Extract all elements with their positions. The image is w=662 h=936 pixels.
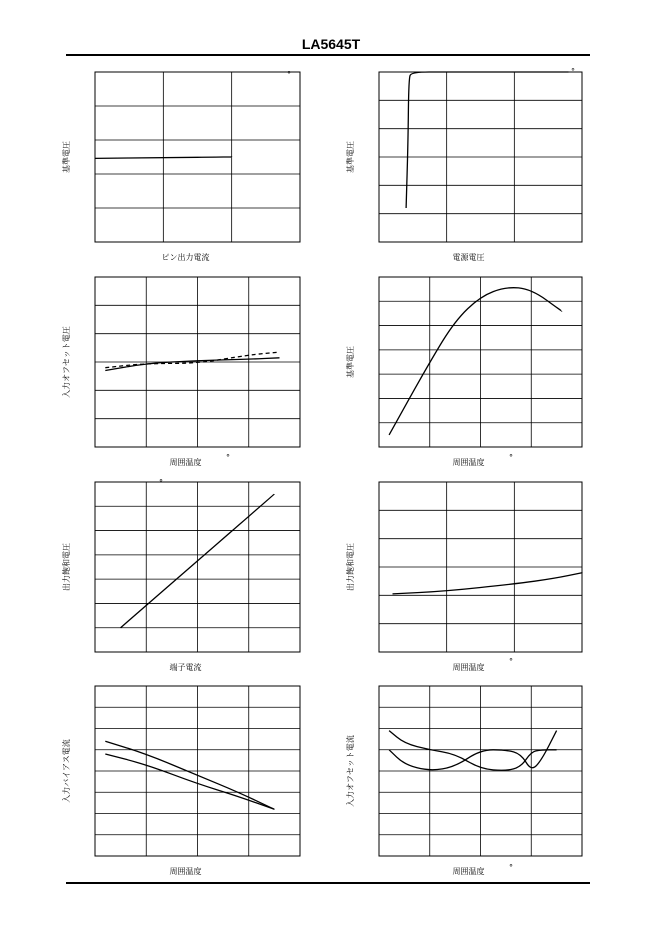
y-axis-label: 入力バイアス電流 bbox=[62, 739, 71, 803]
annotation-degree: ° bbox=[159, 478, 163, 487]
series-line-1 bbox=[105, 358, 279, 371]
page-title: LA5645T bbox=[301, 36, 361, 52]
x-axis-label: 周囲温度 bbox=[169, 458, 202, 467]
annotation-degree: ° bbox=[509, 453, 513, 462]
y-axis-label: 出力飽和電圧 bbox=[62, 543, 71, 591]
y-axis-label: 基準電圧 bbox=[62, 141, 71, 173]
chart-panel-5 bbox=[61, 478, 300, 672]
annotation-degree: ° bbox=[509, 657, 513, 666]
series-line-2 bbox=[105, 352, 279, 368]
x-axis-label: 周囲温度 bbox=[452, 458, 485, 467]
y-axis-label: 入力オフセット電圧 bbox=[62, 326, 71, 398]
y-axis-label: 入力オフセット電流 bbox=[346, 735, 355, 807]
chart-panel-1 bbox=[61, 70, 300, 262]
chart-panel-6 bbox=[345, 482, 582, 672]
series-line-1 bbox=[389, 288, 562, 435]
y-axis-label: 基準電圧 bbox=[346, 141, 355, 173]
chart-panel-4 bbox=[345, 277, 582, 467]
series-line-1 bbox=[393, 573, 583, 594]
x-axis-label: 周囲温度 bbox=[452, 867, 485, 876]
chart-panel-2 bbox=[345, 67, 582, 262]
chart-panel-7 bbox=[61, 686, 300, 876]
x-axis-label: ピン出力電流 bbox=[161, 253, 210, 262]
annotation-degree: ° bbox=[509, 863, 513, 872]
annotation-degree: ° bbox=[571, 67, 575, 76]
series-line-1 bbox=[95, 157, 232, 158]
series-line-1 bbox=[406, 72, 568, 208]
y-axis-label: 出力飽和電圧 bbox=[346, 543, 355, 591]
x-axis-label: 周囲温度 bbox=[169, 867, 202, 876]
chart-panel-3 bbox=[61, 277, 300, 467]
annotation-degree: ° bbox=[226, 453, 230, 462]
x-axis-label: 周囲温度 bbox=[452, 663, 485, 672]
annotation-degree: ° bbox=[287, 70, 291, 79]
x-axis-label: 端子電流 bbox=[169, 663, 202, 672]
chart-panel-8 bbox=[345, 686, 582, 876]
x-axis-label: 電源電圧 bbox=[452, 253, 485, 262]
y-axis-label: 基準電圧 bbox=[346, 346, 355, 378]
